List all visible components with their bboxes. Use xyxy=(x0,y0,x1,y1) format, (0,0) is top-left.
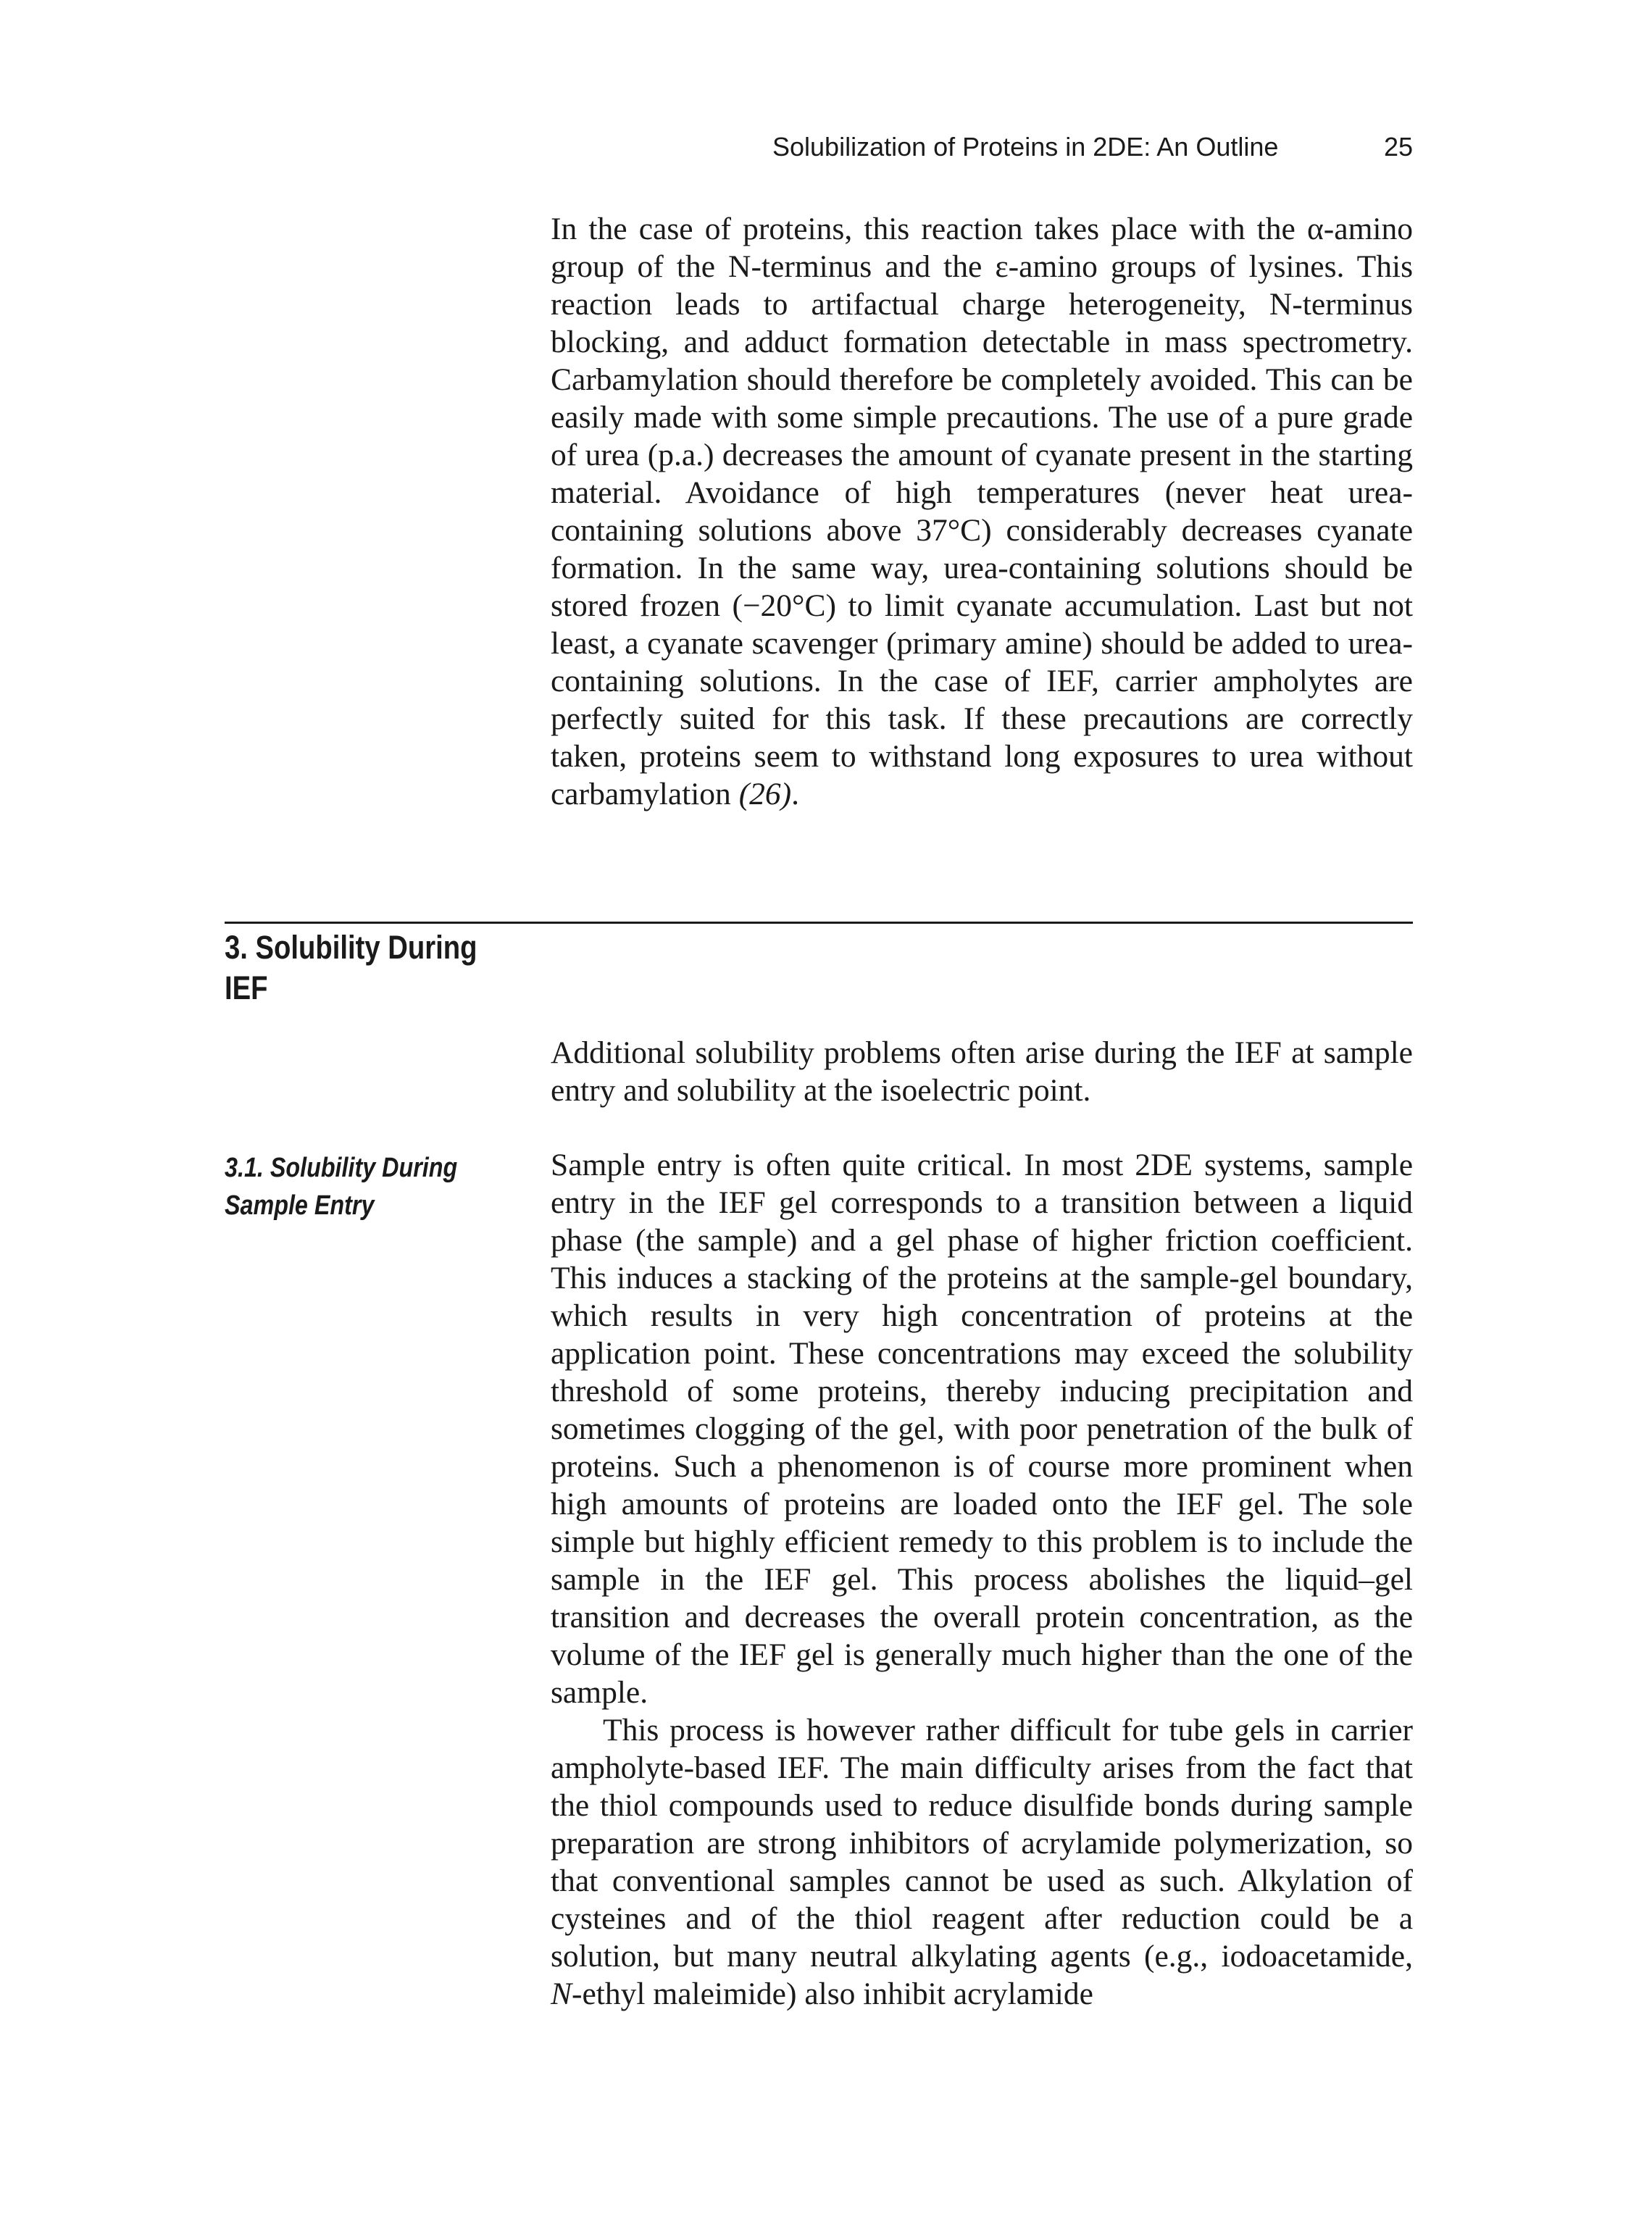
subsection-heading: 3.1. Solubility During Sample Entry xyxy=(225,1153,458,1221)
section-divider xyxy=(225,922,1413,924)
subsection-paragraph-2 xyxy=(551,1711,1413,2013)
subsection-paragraph-2-italic: N xyxy=(551,1976,572,2011)
running-title: Solubilization of Proteins in 2DE: An Outline xyxy=(772,132,1279,162)
subsection-body xyxy=(551,1146,1413,2013)
subsection-paragraph-2-tail: -ethyl maleimide) also inhibit acrylamide xyxy=(572,1976,1093,2011)
intro-paragraph xyxy=(551,210,1413,813)
section-heading: 3. Solubility During IEF xyxy=(225,929,477,1006)
subsection-paragraph-2-text: This process is however rather difficult for tube gels in carrier ampholyte-based IEF. The main difficulty arises from the fact that the thiol compounds used to reduce disulfide bonds during sample preparation are strong inhibitors of acrylamide polymerization, so that conventional samples cannot be used as such. Alkylation of cysteines and of the thiol reagent after reduction could be a solution, but many neutral alkylating agents (e.g., iodoacetamide, xyxy=(551,1713,1413,1974)
intro-paragraph-end: . xyxy=(791,777,800,811)
intro-paragraph-text: In the case of proteins, this reaction takes place with the α-amino group of the N-terminus and the ε-amino groups of lysines. This reaction leads to artifactual charge heterogeneity, N-terminus blocking, and adduct formation detectable in mass spectrometry. Carbamylation should therefore be completely avoided. This can be easily made with some simple precautions. The use of a pure grade of urea (p.a.) decreases the amount of cyanate present in the starting material. Avoidance of high temperatures (never heat urea-containing solutions above 37°C) considerably decreases cyanate formation. In the same way, urea-containing solutions should be stored frozen (−20°C) to limit cyanate accumulation. Last but not least, a cyanate scavenger (primary amine) should be added to urea-containing solutions. In the case of IEF, carrier ampholytes are perfectly suited for this task. If these precautions are correctly taken, proteins seem to withstand long exposures to urea without carbamylation xyxy=(551,212,1413,811)
citation-reference: (26) xyxy=(738,777,792,811)
subsection-paragraph-1: Sample entry is often quite critical. In most 2DE systems, sample entry in the IEF gel corresponds to a transition between a liquid phase (the sample) and a gel phase of higher friction coefficient. This induces a stacking of the proteins at the sample-gel boundary, which results in very high concentration of proteins at the application point. These concentrations may exceed the solubility threshold of some proteins, thereby inducing precipitation and sometimes clogging of the gel, with poor penetration of the bulk of proteins. Such a phenomenon is of course more prominent when high amounts of proteins are loaded onto the IEF gel. The sole simple but highly efficient remedy to this problem is to include the sample in the IEF gel. This process abolishes the liquid–gel transition and decreases the overall protein concentration, as the volume of the IEF gel is generally much higher than the one of the sample. xyxy=(551,1148,1413,1710)
page-number: 25 xyxy=(1383,132,1413,162)
section-intro-paragraph: Additional solubility problems often arise during the IEF at sample entry and solubility at the isoelectric point. xyxy=(551,1035,1413,1108)
